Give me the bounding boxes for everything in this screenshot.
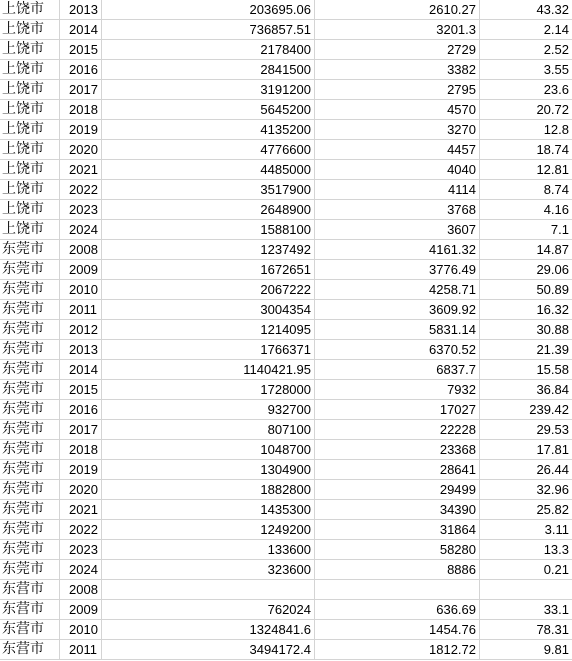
cell-year[interactable]: 2015 <box>60 380 102 400</box>
cell-value-b[interactable]: 29499 <box>315 480 480 500</box>
table-row <box>0 160 572 180</box>
cell-value-c[interactable]: 29.06 <box>480 260 572 280</box>
table-row <box>0 60 572 80</box>
cell-value-b[interactable]: 5831.14 <box>315 320 480 340</box>
cell-value-a[interactable]: 1588100 <box>102 220 315 240</box>
cell-year[interactable]: 2020 <box>60 140 102 160</box>
table-row <box>0 440 572 460</box>
table-row <box>0 360 572 380</box>
cell-year[interactable]: 2020 <box>60 480 102 500</box>
cell-city[interactable]: 东莞市 <box>0 320 60 340</box>
cell-city[interactable]: 上饶市 <box>0 0 60 20</box>
cell-value-c[interactable]: 30.88 <box>480 320 572 340</box>
cell-value-b[interactable]: 31864 <box>315 520 480 540</box>
table-row <box>0 600 572 620</box>
table-row <box>0 100 572 120</box>
table-row <box>0 140 572 160</box>
cell-value-a[interactable]: 1304900 <box>102 460 315 480</box>
table-row <box>0 400 572 420</box>
cell-year[interactable]: 2022 <box>60 180 102 200</box>
cell-value-a[interactable]: 2648900 <box>102 200 315 220</box>
cell-city[interactable]: 东莞市 <box>0 400 60 420</box>
cell-year[interactable]: 2008 <box>60 240 102 260</box>
cell-value-a[interactable]: 2067222 <box>102 280 315 300</box>
cell-value-c[interactable]: 78.31 <box>480 620 572 640</box>
cell-value-b[interactable]: 4570 <box>315 100 480 120</box>
cell-value-a[interactable]: 203695.06 <box>102 0 315 20</box>
cell-value-c[interactable] <box>480 580 572 600</box>
cell-value-a[interactable] <box>102 580 315 600</box>
cell-city[interactable]: 上饶市 <box>0 20 60 40</box>
table-row <box>0 460 572 480</box>
table-row <box>0 620 572 640</box>
cell-year[interactable]: 2010 <box>60 280 102 300</box>
cell-value-c[interactable]: 23.6 <box>480 80 572 100</box>
cell-value-b[interactable]: 2795 <box>315 80 480 100</box>
table-row <box>0 380 572 400</box>
cell-city[interactable]: 东莞市 <box>0 540 60 560</box>
cell-value-b[interactable]: 3382 <box>315 60 480 80</box>
table-row <box>0 40 572 60</box>
table-row <box>0 240 572 260</box>
cell-city[interactable]: 东莞市 <box>0 360 60 380</box>
cell-city[interactable]: 东莞市 <box>0 300 60 320</box>
cell-year[interactable]: 2024 <box>60 220 102 240</box>
cell-value-a[interactable]: 1766371 <box>102 340 315 360</box>
cell-year[interactable]: 2021 <box>60 160 102 180</box>
cell-value-a[interactable]: 5645200 <box>102 100 315 120</box>
cell-value-b[interactable]: 4258.71 <box>315 280 480 300</box>
cell-value-b[interactable]: 2610.27 <box>315 0 480 20</box>
cell-value-b[interactable]: 58280 <box>315 540 480 560</box>
table-row <box>0 500 572 520</box>
table-row <box>0 640 572 660</box>
cell-year[interactable]: 2019 <box>60 120 102 140</box>
cell-year[interactable]: 2013 <box>60 340 102 360</box>
cell-value-c[interactable]: 20.72 <box>480 100 572 120</box>
cell-year[interactable]: 2009 <box>60 600 102 620</box>
cell-value-c[interactable]: 2.52 <box>480 40 572 60</box>
table-row <box>0 420 572 440</box>
cell-value-a[interactable]: 932700 <box>102 400 315 420</box>
cell-value-c[interactable]: 0.21 <box>480 560 572 580</box>
cell-value-c[interactable]: 32.96 <box>480 480 572 500</box>
cell-value-a[interactable]: 736857.51 <box>102 20 315 40</box>
cell-value-b[interactable]: 22228 <box>315 420 480 440</box>
table-row <box>0 20 572 40</box>
cell-value-a[interactable]: 2841500 <box>102 60 315 80</box>
cell-value-a[interactable]: 1048700 <box>102 440 315 460</box>
cell-value-b[interactable] <box>315 580 480 600</box>
cell-value-a[interactable]: 3494172.4 <box>102 640 315 660</box>
cell-value-a[interactable]: 1140421.95 <box>102 360 315 380</box>
table-row <box>0 540 572 560</box>
cell-value-c[interactable]: 17.81 <box>480 440 572 460</box>
cell-city[interactable]: 东莞市 <box>0 480 60 500</box>
cell-city[interactable]: 上饶市 <box>0 60 60 80</box>
cell-value-b[interactable]: 1812.72 <box>315 640 480 660</box>
cell-year[interactable]: 2017 <box>60 420 102 440</box>
table-row <box>0 260 572 280</box>
cell-value-b[interactable]: 1454.76 <box>315 620 480 640</box>
cell-city[interactable]: 上饶市 <box>0 140 60 160</box>
cell-city[interactable]: 上饶市 <box>0 40 60 60</box>
cell-value-c[interactable]: 7.1 <box>480 220 572 240</box>
cell-year[interactable]: 2021 <box>60 500 102 520</box>
cell-value-b[interactable]: 17027 <box>315 400 480 420</box>
cell-value-c[interactable]: 33.1 <box>480 600 572 620</box>
cell-value-c[interactable]: 8.74 <box>480 180 572 200</box>
cell-city[interactable]: 东莞市 <box>0 240 60 260</box>
cell-city[interactable]: 东莞市 <box>0 420 60 440</box>
cell-value-a[interactable]: 762024 <box>102 600 315 620</box>
table-row <box>0 200 572 220</box>
cell-city[interactable]: 东莞市 <box>0 340 60 360</box>
cell-city[interactable]: 上饶市 <box>0 220 60 240</box>
cell-value-c[interactable]: 3.11 <box>480 520 572 540</box>
cell-city[interactable]: 东莞市 <box>0 520 60 540</box>
cell-value-a[interactable]: 133600 <box>102 540 315 560</box>
cell-value-a[interactable]: 1237492 <box>102 240 315 260</box>
cell-year[interactable]: 2023 <box>60 200 102 220</box>
cell-city[interactable]: 东莞市 <box>0 560 60 580</box>
cell-city[interactable]: 东莞市 <box>0 500 60 520</box>
cell-value-b[interactable]: 6370.52 <box>315 340 480 360</box>
table-row <box>0 220 572 240</box>
cell-value-b[interactable]: 34390 <box>315 500 480 520</box>
cell-value-c[interactable]: 50.89 <box>480 280 572 300</box>
cell-year[interactable]: 2014 <box>60 20 102 40</box>
cell-value-b[interactable]: 4114 <box>315 180 480 200</box>
cell-value-b[interactable]: 23368 <box>315 440 480 460</box>
cell-value-a[interactable]: 1249200 <box>102 520 315 540</box>
cell-year[interactable]: 2015 <box>60 40 102 60</box>
cell-value-a[interactable]: 323600 <box>102 560 315 580</box>
cell-value-a[interactable]: 3517900 <box>102 180 315 200</box>
cell-value-c[interactable]: 29.53 <box>480 420 572 440</box>
cell-year[interactable]: 2010 <box>60 620 102 640</box>
cell-city[interactable]: 东莞市 <box>0 280 60 300</box>
cell-value-b[interactable]: 3607 <box>315 220 480 240</box>
cell-year[interactable]: 2009 <box>60 260 102 280</box>
cell-city[interactable]: 东营市 <box>0 620 60 640</box>
cell-value-b[interactable]: 4457 <box>315 140 480 160</box>
cell-value-c[interactable]: 15.58 <box>480 360 572 380</box>
cell-value-c[interactable]: 13.3 <box>480 540 572 560</box>
cell-year[interactable]: 2022 <box>60 520 102 540</box>
cell-value-c[interactable]: 36.84 <box>480 380 572 400</box>
cell-value-a[interactable]: 3004354 <box>102 300 315 320</box>
cell-value-b[interactable]: 6837.7 <box>315 360 480 380</box>
cell-value-a[interactable]: 4776600 <box>102 140 315 160</box>
cell-value-a[interactable]: 1324841.6 <box>102 620 315 640</box>
cell-city[interactable]: 东营市 <box>0 640 60 660</box>
table-row <box>0 480 572 500</box>
cell-city[interactable]: 东营市 <box>0 580 60 600</box>
cell-year[interactable]: 2018 <box>60 440 102 460</box>
cell-year[interactable]: 2016 <box>60 400 102 420</box>
cell-value-c[interactable]: 4.16 <box>480 200 572 220</box>
cell-year[interactable]: 2019 <box>60 460 102 480</box>
cell-value-b[interactable]: 3768 <box>315 200 480 220</box>
cell-value-b[interactable]: 3609.92 <box>315 300 480 320</box>
cell-value-b[interactable]: 7932 <box>315 380 480 400</box>
cell-value-c[interactable]: 26.44 <box>480 460 572 480</box>
cell-value-b[interactable]: 3776.49 <box>315 260 480 280</box>
cell-city[interactable]: 上饶市 <box>0 160 60 180</box>
cell-city[interactable]: 上饶市 <box>0 120 60 140</box>
cell-year[interactable]: 2011 <box>60 640 102 660</box>
cell-year[interactable]: 2008 <box>60 580 102 600</box>
cell-value-c[interactable]: 16.32 <box>480 300 572 320</box>
cell-year[interactable]: 2014 <box>60 360 102 380</box>
cell-year[interactable]: 2023 <box>60 540 102 560</box>
cell-value-b[interactable]: 3270 <box>315 120 480 140</box>
cell-city[interactable]: 东莞市 <box>0 440 60 460</box>
table-row <box>0 0 572 20</box>
cell-value-c[interactable]: 43.32 <box>480 0 572 20</box>
table-row <box>0 580 572 600</box>
cell-value-c[interactable]: 12.8 <box>480 120 572 140</box>
cell-year[interactable]: 2013 <box>60 0 102 20</box>
cell-city[interactable]: 东莞市 <box>0 460 60 480</box>
cell-value-b[interactable]: 4161.32 <box>315 240 480 260</box>
table-row <box>0 560 572 580</box>
table-row <box>0 80 572 100</box>
cell-value-c[interactable]: 21.39 <box>480 340 572 360</box>
table-row <box>0 280 572 300</box>
cell-value-b[interactable]: 4040 <box>315 160 480 180</box>
cell-year[interactable]: 2012 <box>60 320 102 340</box>
cell-value-c[interactable]: 14.87 <box>480 240 572 260</box>
table-row <box>0 320 572 340</box>
cell-value-a[interactable]: 3191200 <box>102 80 315 100</box>
cell-value-a[interactable]: 1214095 <box>102 320 315 340</box>
cell-year[interactable]: 2017 <box>60 80 102 100</box>
cell-value-a[interactable]: 1672651 <box>102 260 315 280</box>
cell-value-a[interactable]: 1882800 <box>102 480 315 500</box>
cell-value-c[interactable]: 18.74 <box>480 140 572 160</box>
table-row <box>0 340 572 360</box>
cell-city[interactable]: 东莞市 <box>0 380 60 400</box>
cell-value-c[interactable]: 2.14 <box>480 20 572 40</box>
cell-city[interactable]: 东莞市 <box>0 260 60 280</box>
cell-value-b[interactable]: 2729 <box>315 40 480 60</box>
cell-value-a[interactable]: 2178400 <box>102 40 315 60</box>
cell-year[interactable]: 2018 <box>60 100 102 120</box>
table-row <box>0 120 572 140</box>
cell-value-b[interactable]: 8886 <box>315 560 480 580</box>
cell-city[interactable]: 上饶市 <box>0 200 60 220</box>
table-row <box>0 300 572 320</box>
cell-value-c[interactable]: 3.55 <box>480 60 572 80</box>
cell-value-a[interactable]: 4485000 <box>102 160 315 180</box>
table-row <box>0 520 572 540</box>
cell-value-b[interactable]: 28641 <box>315 460 480 480</box>
cell-value-b[interactable]: 636.69 <box>315 600 480 620</box>
table-row <box>0 180 572 200</box>
cell-city[interactable]: 上饶市 <box>0 100 60 120</box>
cell-value-b[interactable]: 3201.3 <box>315 20 480 40</box>
cell-value-c[interactable]: 25.82 <box>480 500 572 520</box>
cell-city[interactable]: 上饶市 <box>0 180 60 200</box>
cell-value-a[interactable]: 807100 <box>102 420 315 440</box>
cell-value-a[interactable]: 1728000 <box>102 380 315 400</box>
cell-year[interactable]: 2016 <box>60 60 102 80</box>
cell-value-c[interactable]: 12.81 <box>480 160 572 180</box>
cell-year[interactable]: 2011 <box>60 300 102 320</box>
cell-value-c[interactable]: 9.81 <box>480 640 572 660</box>
cell-city[interactable]: 东营市 <box>0 600 60 620</box>
cell-value-c[interactable]: 239.42 <box>480 400 572 420</box>
cell-year[interactable]: 2024 <box>60 560 102 580</box>
cell-city[interactable]: 上饶市 <box>0 80 60 100</box>
cell-value-a[interactable]: 1435300 <box>102 500 315 520</box>
cell-value-a[interactable]: 4135200 <box>102 120 315 140</box>
